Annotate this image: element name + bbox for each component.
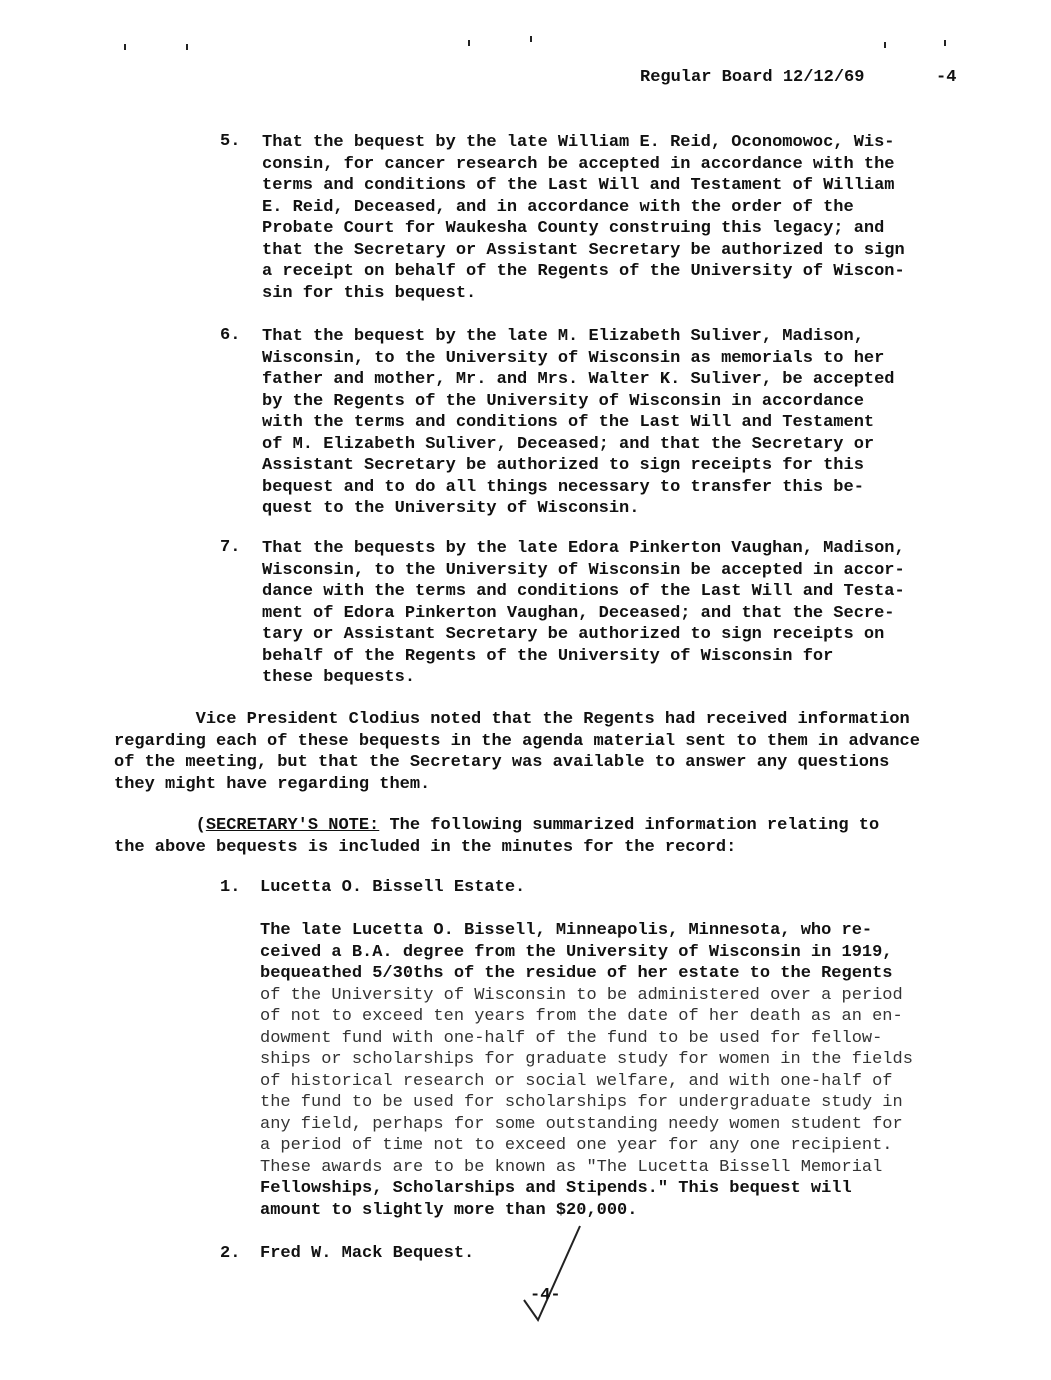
text-line: father and mother, Mr. and Mrs. Walter K. Suliver, be accepted	[262, 370, 895, 389]
item-text	[262, 132, 905, 304]
text-line: consin, for cancer research be accepted in accordance with the	[262, 154, 895, 174]
text-line: That the bequest by the late M. Elizabeth Suliver, Madison,	[262, 327, 864, 346]
text-line: Assistant Secretary be authorized to sign receipts for this	[262, 456, 864, 475]
note-open-paren: (	[114, 816, 206, 835]
text-line: by the Regents of the University of Wisconsin in accordance	[262, 391, 864, 411]
text-line: they might have regarding them.	[114, 774, 431, 794]
text-line: Vice President Clodius noted that the Regents had received information	[114, 710, 910, 729]
text-line: Wisconsin, to the University of Wisconsin as memorials to her	[262, 348, 885, 368]
summary-title: Fred W. Mack Bequest.	[260, 1244, 475, 1263]
text-line: These awards are to be known as "The Lucetta Bissell Memorial	[260, 1157, 883, 1177]
text-line: behalf of the Regents of the University of Wisconsin for	[262, 646, 834, 666]
text-line: sin for this bequest.	[262, 283, 477, 303]
text-line: the above bequests is included in the minutes for the record:	[114, 837, 737, 857]
text-line: The late Lucetta O. Bissell, Minneapolis, Minnesota, who re-	[260, 921, 873, 940]
text-line: with the terms and conditions of the Last Will and Testament	[262, 413, 875, 432]
summary-number: 2.	[220, 1244, 241, 1263]
bissell-estate-paragraph	[260, 920, 980, 1221]
text-line: E. Reid, Deceased, and in accordance with the order of the	[262, 197, 854, 217]
item-text	[262, 538, 905, 689]
text-line: tary or Assistant Secretary be authorized to sign receipts on	[262, 625, 885, 644]
text-line: ships or scholarships for graduate study for women in the fields	[260, 1050, 913, 1069]
text-line: a receipt on behalf of the Regents of the University of Wiscon-	[262, 262, 905, 281]
text-line: quest to the University of Wisconsin.	[262, 499, 640, 518]
check-mark-icon	[518, 1222, 598, 1332]
item-number: 5.	[220, 132, 241, 151]
text-line: of historical research or social welfare, and with one-half of	[260, 1071, 893, 1091]
text-line: of the meeting, but that the Secretary was available to answer any questions	[114, 753, 890, 772]
text-line: amount to slightly more than $20,000.	[260, 1200, 638, 1220]
note-label: SECRETARY'S NOTE:	[205, 816, 380, 835]
text-line: That the bequest by the late William E. Reid, Oconomowoc, Wis-	[262, 133, 895, 152]
text-line: Fellowships, Scholarships and Stipends." This bequest will	[260, 1179, 852, 1198]
text-line: That the bequests by the late Edora Pinkerton Vaughan, Madison,	[262, 539, 905, 558]
text-line: ceived a B.A. degree from the University of Wisconsin in 1919,	[260, 942, 893, 962]
text-line: bequest and to do all things necessary to transfer this be-	[262, 477, 864, 497]
vice-president-paragraph	[114, 709, 994, 795]
text-line: Probate Court for Waukesha County construing this legacy; and	[262, 219, 885, 238]
text-line: Wisconsin, to the University of Wisconsin be accepted in accor-	[262, 560, 905, 580]
text-line: dowment fund with one-half of the fund to be used for fellow-	[260, 1028, 883, 1048]
secretary-note	[114, 815, 994, 858]
text-line: dance with the terms and conditions of the Last Will and Testa-	[262, 582, 905, 601]
header-page-number: -4	[936, 68, 957, 87]
text-line: of M. Elizabeth Suliver, Deceased; and that the Secretary or	[262, 434, 875, 454]
text-line: terms and conditions of the Last Will and Testament of William	[262, 176, 895, 195]
text-line: ment of Edora Pinkerton Vaughan, Deceased; and that the Secre-	[262, 603, 895, 623]
text-line: these bequests.	[262, 668, 416, 687]
text-line	[114, 815, 994, 837]
text-line: that the Secretary or Assistant Secretary be authorized to sign	[262, 240, 905, 260]
summary-number: 1.	[220, 878, 241, 897]
text-line: of the University of Wisconsin to be administered over a period	[260, 985, 903, 1005]
page-header	[640, 68, 970, 92]
text-line: regarding each of these bequests in the agenda material sent to them in advance	[114, 731, 920, 751]
text-line: the fund to be used for scholarships for undergraduate study in	[260, 1093, 903, 1112]
text-line: bequeathed 5/30ths of the residue of her estate to the Regents	[260, 964, 893, 983]
item-text	[262, 326, 895, 520]
footer-page-number: -4-	[530, 1286, 561, 1305]
summary-title: Lucetta O. Bissell Estate.	[260, 878, 526, 897]
note-text: The following summarized information relating to	[379, 816, 880, 835]
text-line: of not to exceed ten years from the date of her death as an en-	[260, 1007, 903, 1026]
item-number: 7.	[220, 538, 241, 557]
text-line: a period of time not to exceed one year for any one recipient.	[260, 1136, 893, 1155]
item-number: 6.	[220, 326, 241, 345]
text-line: any field, perhaps for some outstanding needy women student for	[260, 1114, 903, 1134]
header-title: Regular Board 12/12/69	[640, 68, 865, 87]
